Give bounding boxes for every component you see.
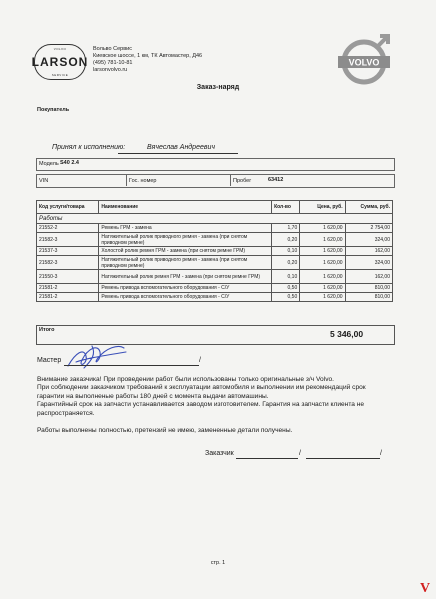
master-signature-line — [64, 365, 199, 366]
company-phone: (495) 781-10-81 — [93, 60, 133, 66]
accepted-underline — [118, 153, 238, 154]
row-name: Натяжительный ролик приводного ремня - замена (при снятом приводном ремне) — [99, 233, 272, 247]
notice-line: Внимание заказчика! При проведении работ были использованы только оригинальные з/ч Volvo. — [37, 376, 334, 383]
accepted-name: Вячеслав Андреевич — [147, 144, 216, 151]
row-code: 21581-2 — [37, 293, 99, 302]
services-table — [36, 200, 393, 302]
row-code: 21582-3 — [37, 233, 99, 247]
row-name: Ремень привода вспомогательного оборудования - C/У — [99, 284, 272, 293]
mileage-value: 63412 — [268, 177, 284, 183]
volvo-logo-icon — [336, 30, 396, 90]
row-sum: 2 754,00 — [345, 224, 392, 233]
section-row — [37, 214, 393, 224]
row-qty: 1,70 — [272, 224, 300, 233]
header-code: Код услуги/товара — [37, 201, 99, 214]
customer-signature-line — [236, 458, 298, 459]
row-price: 1 620,00 — [300, 293, 345, 302]
table-row — [37, 247, 393, 256]
vin-label: VIN — [39, 178, 49, 184]
master-label: Мастер — [37, 357, 62, 364]
document-title: Заказ-наряд — [196, 84, 240, 91]
notice-line: распространяется. — [37, 409, 95, 417]
table-row — [37, 256, 393, 270]
section-label: Работы — [37, 214, 393, 224]
volvo-logo-text: VOLVO — [348, 57, 380, 68]
row-name: Ремень привода вспомогательного оборудования - C/У — [99, 293, 272, 302]
master-slash: / — [199, 357, 201, 364]
table-row — [37, 270, 393, 284]
row-sum: 162,00 — [345, 270, 392, 284]
plate-separator — [230, 174, 231, 186]
row-code: 21550-3 — [37, 270, 99, 284]
row-code: 21537-3 — [37, 247, 99, 256]
row-code: 21552-2 — [37, 224, 99, 233]
row-qty: 0,10 — [272, 270, 300, 284]
header-name: Наименование — [99, 201, 272, 214]
row-qty: 0,50 — [272, 284, 300, 293]
row-price: 1 620,00 — [300, 224, 345, 233]
total-value: 5 346,00 — [330, 329, 364, 339]
master-signature-icon — [62, 340, 132, 372]
company-address: Киевское шоссе, 1 км, ТК Автомастер, Д46 — [93, 53, 203, 59]
row-name: Ремень ГРМ - замена — [99, 224, 272, 233]
larson-logo-top: VOLVO — [53, 47, 67, 51]
customer-slash: / — [299, 450, 301, 457]
customer-label: Заказчик — [205, 450, 234, 457]
row-qty: 0,10 — [272, 247, 300, 256]
row-qty: 0,50 — [272, 293, 300, 302]
row-sum: 162,00 — [345, 247, 392, 256]
row-name: Холостой ролик ремня ГРМ - замена (при снятом ремне ГРМ) — [99, 247, 272, 256]
row-qty: 0,20 — [272, 233, 300, 247]
row-code: 21582-3 — [37, 256, 99, 270]
model-value: S40 2.4 — [60, 160, 79, 166]
table-row — [37, 293, 393, 302]
row-price: 1 620,00 — [300, 247, 345, 256]
row-price: 1 620,00 — [300, 284, 345, 293]
notice-line: При соблюдении заказчиком требований к эксплуатации автомобиля и выполнении им рекомендаций срок — [37, 384, 366, 392]
row-price: 1 620,00 — [300, 233, 345, 247]
row-sum: 324,00 — [345, 233, 392, 247]
header-qty: Кол-во — [272, 201, 300, 214]
vin-field-box — [36, 174, 395, 188]
notice-line: Гарантийный срок на запчасти устанавливается заводом изготовителем. Гарантия на запчасти клиента не — [37, 401, 365, 409]
page-number: стр. 1 — [210, 560, 226, 566]
row-price: 1 620,00 — [300, 270, 345, 284]
row-sum: 810,00 — [345, 284, 392, 293]
row-name: Натяжительный ролик приводного ремня - замена (при снятом приводном ремне) — [99, 256, 272, 270]
accepted-label: Принял к исполнению: — [52, 144, 126, 151]
header-sum: Сумма, руб. — [345, 201, 392, 214]
row-sum: 324,00 — [345, 256, 392, 270]
row-sum: 810,00 — [345, 293, 392, 302]
notice-line: гарантии на выполненые работы 180 дней с момента выдачи автомашины. — [37, 392, 269, 400]
customer-slash-end: / — [380, 450, 382, 457]
customer-name-line — [306, 458, 380, 459]
plate-label: Гос. номер — [129, 178, 157, 184]
mileage-label: Пробег — [233, 178, 252, 184]
buyer-label: Покупатель — [37, 107, 70, 113]
row-price: 1 620,00 — [300, 256, 345, 270]
row-code: 21581-2 — [37, 284, 99, 293]
site-watermark: V — [420, 581, 431, 596]
larson-logo — [31, 44, 89, 80]
table-row — [37, 233, 393, 247]
table-row — [37, 284, 393, 293]
larson-logo-bottom: SERVICE — [51, 73, 69, 77]
vin-separator — [126, 174, 127, 186]
company-info — [93, 46, 202, 74]
model-label: Модель — [39, 161, 59, 167]
row-name: Натяжительный ролик ремня ГРМ - замена (при снятом ремне ГРМ) — [99, 270, 272, 284]
table-header-row — [37, 201, 393, 214]
table-row — [37, 224, 393, 233]
model-field-box — [36, 158, 395, 171]
warranty-notice — [37, 376, 397, 418]
header-price: Цена, руб. — [300, 201, 345, 214]
larson-logo-text: LARSON — [31, 55, 89, 69]
company-name: Вольво Сервис — [93, 46, 132, 52]
completion-statement: Работы выполнены полностью, претензий не имею, замененные детали получены. — [37, 427, 293, 434]
row-qty: 0,20 — [272, 256, 300, 270]
total-label: Итого — [39, 327, 55, 333]
company-site: larsonvolvo.ru — [93, 67, 128, 73]
